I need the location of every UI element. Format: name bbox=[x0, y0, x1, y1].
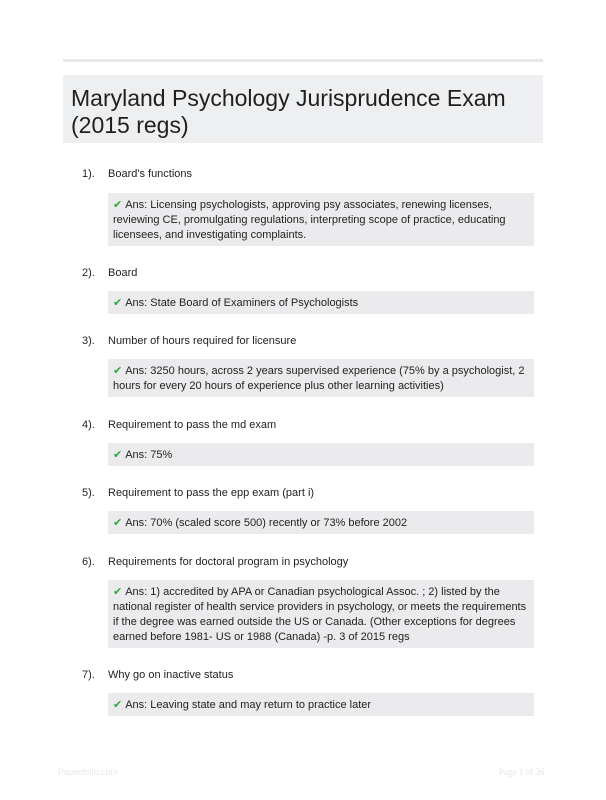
footer-site: Paperfolio.com bbox=[58, 767, 119, 777]
question-number: 4). bbox=[82, 419, 95, 431]
question-number: 3). bbox=[82, 335, 95, 347]
answer-prefix: Ans: bbox=[125, 365, 151, 377]
answer-box bbox=[108, 193, 534, 246]
answer-box bbox=[108, 580, 534, 648]
question-text: Requirement to pass the md exam bbox=[108, 419, 277, 431]
question-text: Board bbox=[108, 267, 138, 279]
answer-text: Leaving state and may return to practice later bbox=[150, 699, 372, 711]
answer-box bbox=[108, 693, 534, 716]
answer-text: 3250 hours, across 2 years supervised experience (75% by a psychologist, 2 hours for every 20 hours of experience plus other learning activities) bbox=[113, 365, 525, 392]
question-text: Why go on inactive status bbox=[108, 669, 234, 681]
footer-page-number: Page 1 of 36 bbox=[499, 767, 545, 777]
question-text: Board's functions bbox=[108, 168, 193, 180]
answer-text: Licensing psychologists, approving psy associates, renewing licenses, reviewing CE, promulgating regulations, interpreting scope of practice, educating licensees, and investigating complaints. bbox=[113, 199, 506, 241]
question-number: 6). bbox=[82, 556, 95, 568]
answer-prefix: Ans: bbox=[125, 699, 151, 711]
checkmark-icon: ✔ bbox=[113, 364, 123, 377]
answer-prefix: Ans: bbox=[125, 297, 151, 309]
answer-prefix: Ans: bbox=[125, 517, 151, 529]
title-box bbox=[63, 75, 543, 143]
answer-box bbox=[108, 511, 534, 534]
question-text: Requirements for doctoral program in psychology bbox=[108, 556, 349, 568]
checkmark-icon: ✔ bbox=[113, 448, 123, 461]
answer-box bbox=[108, 359, 534, 397]
checkmark-icon: ✔ bbox=[113, 516, 123, 529]
document-title: Maryland Psychology Jurisprudence Exam (2015 regs) bbox=[71, 85, 506, 138]
answer-box bbox=[108, 443, 534, 466]
answer-prefix: Ans: bbox=[125, 586, 151, 598]
top-rule bbox=[63, 59, 543, 62]
question-text: Number of hours required for licensure bbox=[108, 335, 297, 347]
question-number: 2). bbox=[82, 267, 95, 279]
answer-text: 75% bbox=[150, 449, 173, 461]
answer-text: State Board of Examiners of Psychologists bbox=[150, 297, 359, 309]
answer-text: 1) accredited by APA or Canadian psychological Assoc. ; 2) listed by the national register of health service providers in psychology, or meets the requirements if the degree was earned outside the US or Canada. (Other exceptions for degrees earned before 1981- US or 1988 (Canada) -p. 3 of 2015 regs bbox=[113, 586, 527, 643]
question-number: 1). bbox=[82, 168, 95, 180]
question-number: 5). bbox=[82, 487, 95, 499]
answer-prefix: Ans: bbox=[125, 449, 151, 461]
checkmark-icon: ✔ bbox=[113, 296, 123, 309]
checkmark-icon: ✔ bbox=[113, 198, 123, 211]
answer-prefix: Ans: bbox=[125, 199, 151, 211]
answer-box bbox=[108, 291, 534, 314]
answer-text: 70% (scaled score 500) recently or 73% before 2002 bbox=[150, 517, 408, 529]
question-number: 7). bbox=[82, 669, 95, 681]
question-text: Requirement to pass the epp exam (part i) bbox=[108, 487, 315, 499]
checkmark-icon: ✔ bbox=[113, 585, 123, 598]
checkmark-icon: ✔ bbox=[113, 698, 123, 711]
